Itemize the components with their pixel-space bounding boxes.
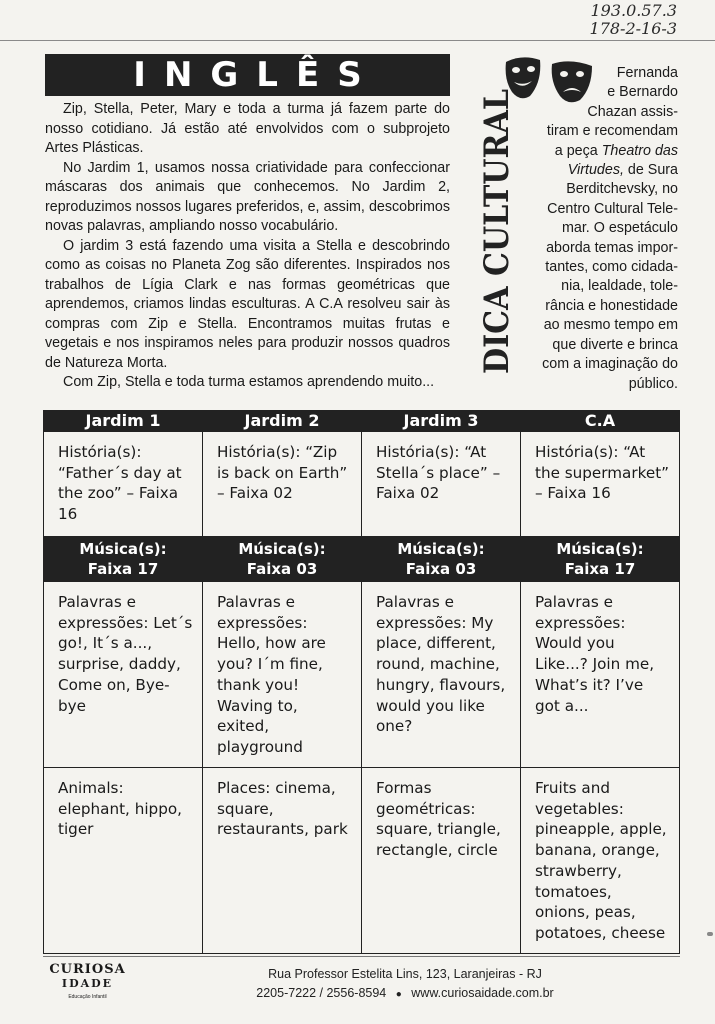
musica-label: Música(s): — [556, 540, 644, 558]
table-row-vocabulario — [44, 768, 680, 954]
table-row-musicas — [44, 537, 680, 582]
dica-line: de Sura — [623, 162, 678, 179]
column-header-jardim-2: Jardim 2 — [203, 411, 362, 432]
dica-line: tiram e recomendam — [546, 123, 678, 140]
play-title: Virtudes, — [567, 162, 624, 179]
musica-label: Música(s): — [397, 540, 485, 558]
footer-address — [200, 965, 610, 1004]
dica-line: Chazan assis- — [587, 103, 678, 120]
palavras-cell: Palavras e expressões: My place, different, round, machine, hungry, flavours, would you like one? — [362, 582, 521, 768]
dica-line: Berditchevsky, no — [566, 181, 678, 198]
logo-line-2: IDADE — [61, 977, 114, 990]
dica-line: a peça — [554, 142, 598, 159]
dica-line: Centro Cultural Tele- — [547, 200, 678, 217]
dica-line: nia, lealdade, tole- — [561, 278, 678, 295]
annotation-line-1: 193.0.57.3 — [590, 1, 677, 20]
bullet-separator: ● — [395, 989, 402, 1000]
play-title: Theatro das — [601, 142, 678, 159]
musica-faixa: Faixa 03 — [246, 560, 318, 578]
table-header-row — [44, 411, 680, 432]
historia-cell: História(s): “Zip is back on Earth” – Faixa 02 — [203, 432, 362, 537]
dica-cultural-heading — [468, 86, 518, 376]
article-paragraph: Com Zip, Stella e toda turma estamos aprendendo muito... — [63, 374, 435, 390]
musica-label: Música(s): — [79, 540, 167, 558]
palavras-cell: Palavras e expressões: Let´s go!, It´s a..., surprise, daddy, Come on, Bye-bye — [44, 582, 203, 768]
dica-cultural-heading-text: DICA CULTURAL — [477, 86, 517, 374]
top-rule — [0, 40, 715, 41]
musica-cell — [203, 537, 362, 582]
musica-faixa: Faixa 17 — [564, 560, 636, 578]
musica-cell — [362, 537, 521, 582]
musica-faixa: Faixa 17 — [87, 560, 159, 578]
logo-line-1: CURIOSA — [49, 962, 126, 977]
dica-line: público. — [628, 375, 678, 392]
column-header-jardim-3: Jardim 3 — [362, 411, 521, 432]
vocabulario-cell: Places: cinema, square, restaurants, park — [203, 768, 362, 954]
dica-line: com a imaginação do — [542, 356, 678, 373]
musica-cell — [44, 537, 203, 582]
footer-rule — [43, 956, 680, 957]
handwritten-annotation — [590, 2, 677, 38]
table-row-historias — [44, 432, 680, 537]
dica-line: aborda temas impor- — [546, 239, 678, 256]
musica-label: Música(s): — [238, 540, 326, 558]
annotation-line-2: 178-2-16-3 — [589, 19, 677, 38]
vocabulario-cell: Formas geométricas: square, triangle, rectangle, circle — [362, 768, 521, 954]
dica-line: que diverte e brinca — [552, 336, 678, 353]
dica-line: tantes, como cidada- — [545, 259, 678, 276]
dica-line: e Bernardo — [607, 84, 678, 101]
margin-mark — [707, 932, 713, 936]
column-header-jardim-1: Jardim 1 — [44, 411, 203, 432]
curriculum-table — [43, 410, 680, 954]
dica-cultural-text — [528, 64, 678, 394]
article-paragraph: Zip, Stella, Peter, Mary e toda a turma já fazem parte do nosso cotidiano. Já estão até envolvidos com o subprojeto Artes Plásticas. — [45, 101, 450, 156]
palavras-cell: Palavras e expressões: Hello, how are you? I´m fine, thank you! Waving to, exited, playground — [203, 582, 362, 768]
palavras-cell: Palavras e expressões: Would you Like...? Join me, What’s it? I’ve got a... — [521, 582, 680, 768]
column-header-ca: C.A — [521, 411, 680, 432]
table-row-palavras — [44, 582, 680, 768]
phone-numbers: 2205-7222 / 2556-8594 — [256, 986, 387, 1000]
historia-cell: História(s): “At the supermarket” – Faixa 16 — [521, 432, 680, 537]
article-paragraph: No Jardim 1, usamos nossa criatividade para confeccionar máscaras dos animais que conhecemos. No Jardim 2, reproduzimos nossos lugares preferidos, e, assim, descobrimos novas palavras, ampliando nosso vocabulário. — [45, 159, 450, 234]
dica-line: rância e honestidade — [545, 297, 678, 314]
dica-line: ao mesmo tempo em — [543, 317, 678, 334]
article-body — [45, 100, 450, 393]
historia-cell: História(s): “Father´s day at the zoo” – Faixa 16 — [44, 432, 203, 537]
dica-line: mar. O espetáculo — [561, 220, 678, 237]
musica-faixa: Faixa 03 — [405, 560, 477, 578]
musica-cell — [521, 537, 680, 582]
website-link[interactable]: www.curiosaidade.com.br — [411, 986, 554, 1000]
logo-line-3: Educação Infantil — [68, 994, 107, 1000]
dica-line: Fernanda — [616, 65, 678, 81]
curiosa-idade-logo — [45, 962, 130, 1012]
street-address: Rua Professor Estelita Lins, 123, Laranjeiras - RJ — [268, 967, 542, 981]
article-title: INGLÊS — [45, 54, 450, 96]
vocabulario-cell: Animals: elephant, hippo, tiger — [44, 768, 203, 954]
vocabulario-cell: Fruits and vegetables: pineapple, apple, banana, orange, strawberry, tomatoes, onions, peas, potatoes, cheese — [521, 768, 680, 954]
historia-cell: História(s): “At Stella´s place” – Faixa 02 — [362, 432, 521, 537]
article-paragraph: O jardim 3 está fazendo uma visita a Stella e descobrindo como as coisas no Planeta Zog são diferentes. Inspirados nos trabalhos de Lígia Clark e nas formas geométricas que aprendemos, criamos lindas esculturas. A C.A resolveu sair às compras com Zip e Stella. Encontramos muitas frutas e vegetais e nos inspiramos neles para produzir nossos quadros de Natureza Morta. — [45, 237, 450, 371]
